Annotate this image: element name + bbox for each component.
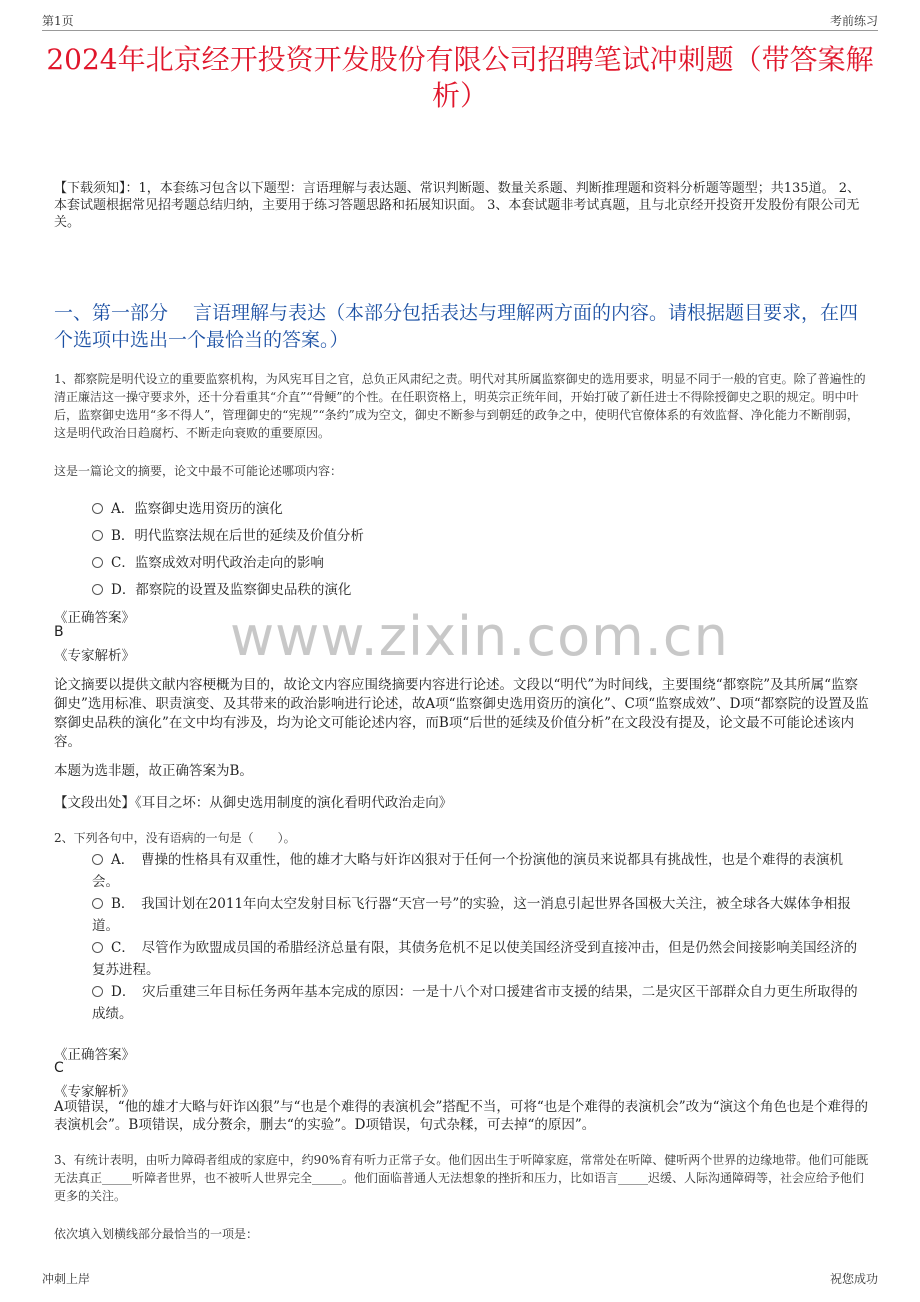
q1-analysis: 论文摘要以提供文献内容梗概为目的，故论文内容应围绕摘要内容进行论述。文段以“明代”为时间线，主要围绕“都察院”及其所属“监察御史”选用标准、职责演变、及其带来的政治影响进行论述，故A项“监察御史选用资历的演化”、C项“监察成效”、D项“都察院的设置及监察御史品秩的演化”在文中均有涉及，均为论文可能论述内容，而B项“后世的延续及价值分析”在文段没有提及，论文最不可能论述该内容。 bbox=[54, 677, 869, 750]
radio-icon[interactable] bbox=[92, 986, 103, 997]
q1-stem: 这是一篇论文的摘要，论文中最不可能论述哪项内容： bbox=[54, 464, 343, 478]
q2-option-d[interactable] bbox=[92, 981, 862, 1025]
q2-answer-label: 《正确答案》 bbox=[54, 1047, 135, 1063]
radio-icon[interactable] bbox=[92, 557, 103, 568]
q2-stem: 2、下列各句中，没有语病的一句是（ ）。 bbox=[54, 831, 296, 845]
radio-icon[interactable] bbox=[92, 854, 103, 865]
radio-icon[interactable] bbox=[92, 942, 103, 953]
download-notice: 【下载须知】：1，本套练习包含以下题型：言语理解与表达题、常识判断题、数量关系题、判断推理题和资料分析题等题型；共135道。 2、本套试题根据常见招考题总结归纳，主要用于练习答题思路和拓展知识面。 3、本套试题非考试真题，且与北京经开投资开发股份有限公司无关。 bbox=[54, 181, 860, 230]
option-label: B． 我国计划在2011年向太空发射目标飞行器“天宫一号”的实验，这一消息引起世界各国极大关注，被全球各大媒体争相报道。 bbox=[92, 896, 851, 934]
q2-answer: C bbox=[54, 1060, 64, 1076]
page-number: 第1页 bbox=[42, 14, 74, 28]
q2-option-a[interactable] bbox=[92, 849, 862, 893]
footer-left: 冲刺上岸 bbox=[42, 1272, 91, 1286]
option-label: B．明代监察法规在后世的延续及价值分析 bbox=[111, 528, 364, 544]
q3-passage: 3、有统计表明，由听力障碍者组成的家庭中，约90%育有听力正常子女。他们因出生于听障家庭，常常处在听障、健听两个世界的边缘地带。他们可能既无法真正_____听障者世界，也不被听人世界完全_____。他们面临普通人无法想象的挫折和压力，比如语言_____迟缓、人际沟通障碍等，社会应给予他们更多的关注。 bbox=[54, 1153, 869, 1203]
option-label: C． 尽管作为欧盟成员国的希腊经济总量有限，其债务危机不足以使美国经济受到直接冲击，但是仍然会间接影响美国经济的复苏进程。 bbox=[92, 940, 858, 978]
q1-conclusion: 本题为选非题，故正确答案为B。 bbox=[54, 763, 253, 779]
q2-analysis-label: 《专家解析》 bbox=[54, 1084, 135, 1100]
radio-icon[interactable] bbox=[92, 530, 103, 541]
q3-stem: 依次填入划横线部分最恰当的一项是： bbox=[54, 1227, 259, 1241]
option-label: D． 灾后重建三年目标任务两年基本完成的原因：一是十八个对口援建省市支援的结果，二是灾区干部群众自力更生所取得的成绩。 bbox=[92, 984, 858, 1022]
q1-passage: 1、都察院是明代设立的重要监察机构，为风宪耳目之官，总负正风肃纪之责。明代对其所属监察御史的选用要求，明显不同于一般的官吏。除了普遍性的清正廉洁这一操守要求外，还十分看重其“介直”“骨鲠”的个性。在任职资格上，明英宗正统年间，开始打破了新任进士不得除授御史之职的规定。明中叶后，监察御史选用“多不得人”，管理御史的“宪规”“条约”成为空文，御史不断参与到朝廷的政争之中，使明代官僚体系的有效监督、净化能力不断削弱，这是明代政治日趋腐朽、不断走向衰败的重要原因。 bbox=[54, 372, 866, 440]
q1-answer-label: 《正确答案》 bbox=[54, 610, 135, 626]
q1-option-a[interactable] bbox=[92, 497, 283, 517]
radio-icon[interactable] bbox=[92, 503, 103, 514]
q2-analysis: A项错误，“他的雄才大略与奸诈凶狠”与“也是个难得的表演机会”搭配不当，可将“也是个难得的表演机会”改为“演这个角色也是个难得的表演机会”。B项错误，成分赘余，删去“的实验”。D项错误，句式杂糅，可去掉“的原因”。 bbox=[54, 1099, 869, 1133]
option-label: D．都察院的设置及监察御史品秩的演化 bbox=[111, 582, 352, 598]
option-label: A． 曹操的性格具有双重性，他的雄才大略与奸诈凶狠对于任何一个扮演他的演员来说都具有挑战性，也是个难得的表演机会。 bbox=[92, 852, 843, 890]
page-header bbox=[42, 12, 878, 31]
watermark: www.zixin.com.cn bbox=[230, 605, 729, 668]
header-tag: 考前练习 bbox=[829, 14, 878, 28]
radio-icon[interactable] bbox=[92, 898, 103, 909]
section-heading: 一、第一部分 言语理解与表达（本部分包括表达与理解两方面的内容。请根据题目要求，在四个选项中选出一个最恰当的答案。） bbox=[54, 302, 859, 351]
q2-option-c[interactable] bbox=[92, 937, 862, 981]
q1-option-b[interactable] bbox=[92, 524, 364, 544]
footer-right: 祝您成功 bbox=[829, 1272, 878, 1286]
q1-source: 【文段出处】《耳目之坏：从御史选用制度的演化看明代政治走向》 bbox=[54, 795, 453, 811]
q1-option-d[interactable] bbox=[92, 578, 351, 598]
option-label: C．监察成效对明代政治走向的影响 bbox=[111, 555, 324, 571]
document-title: 2024年北京经开投资开发股份有限公司招聘笔试冲刺题（带答案解析） bbox=[46, 43, 874, 112]
q2-option-b[interactable] bbox=[92, 893, 862, 937]
option-label: A．监察御史选用资历的演化 bbox=[111, 501, 283, 517]
q1-option-c[interactable] bbox=[92, 551, 324, 571]
q1-analysis-label: 《专家解析》 bbox=[54, 648, 135, 664]
radio-icon[interactable] bbox=[92, 584, 103, 595]
q1-answer: B bbox=[54, 624, 64, 640]
